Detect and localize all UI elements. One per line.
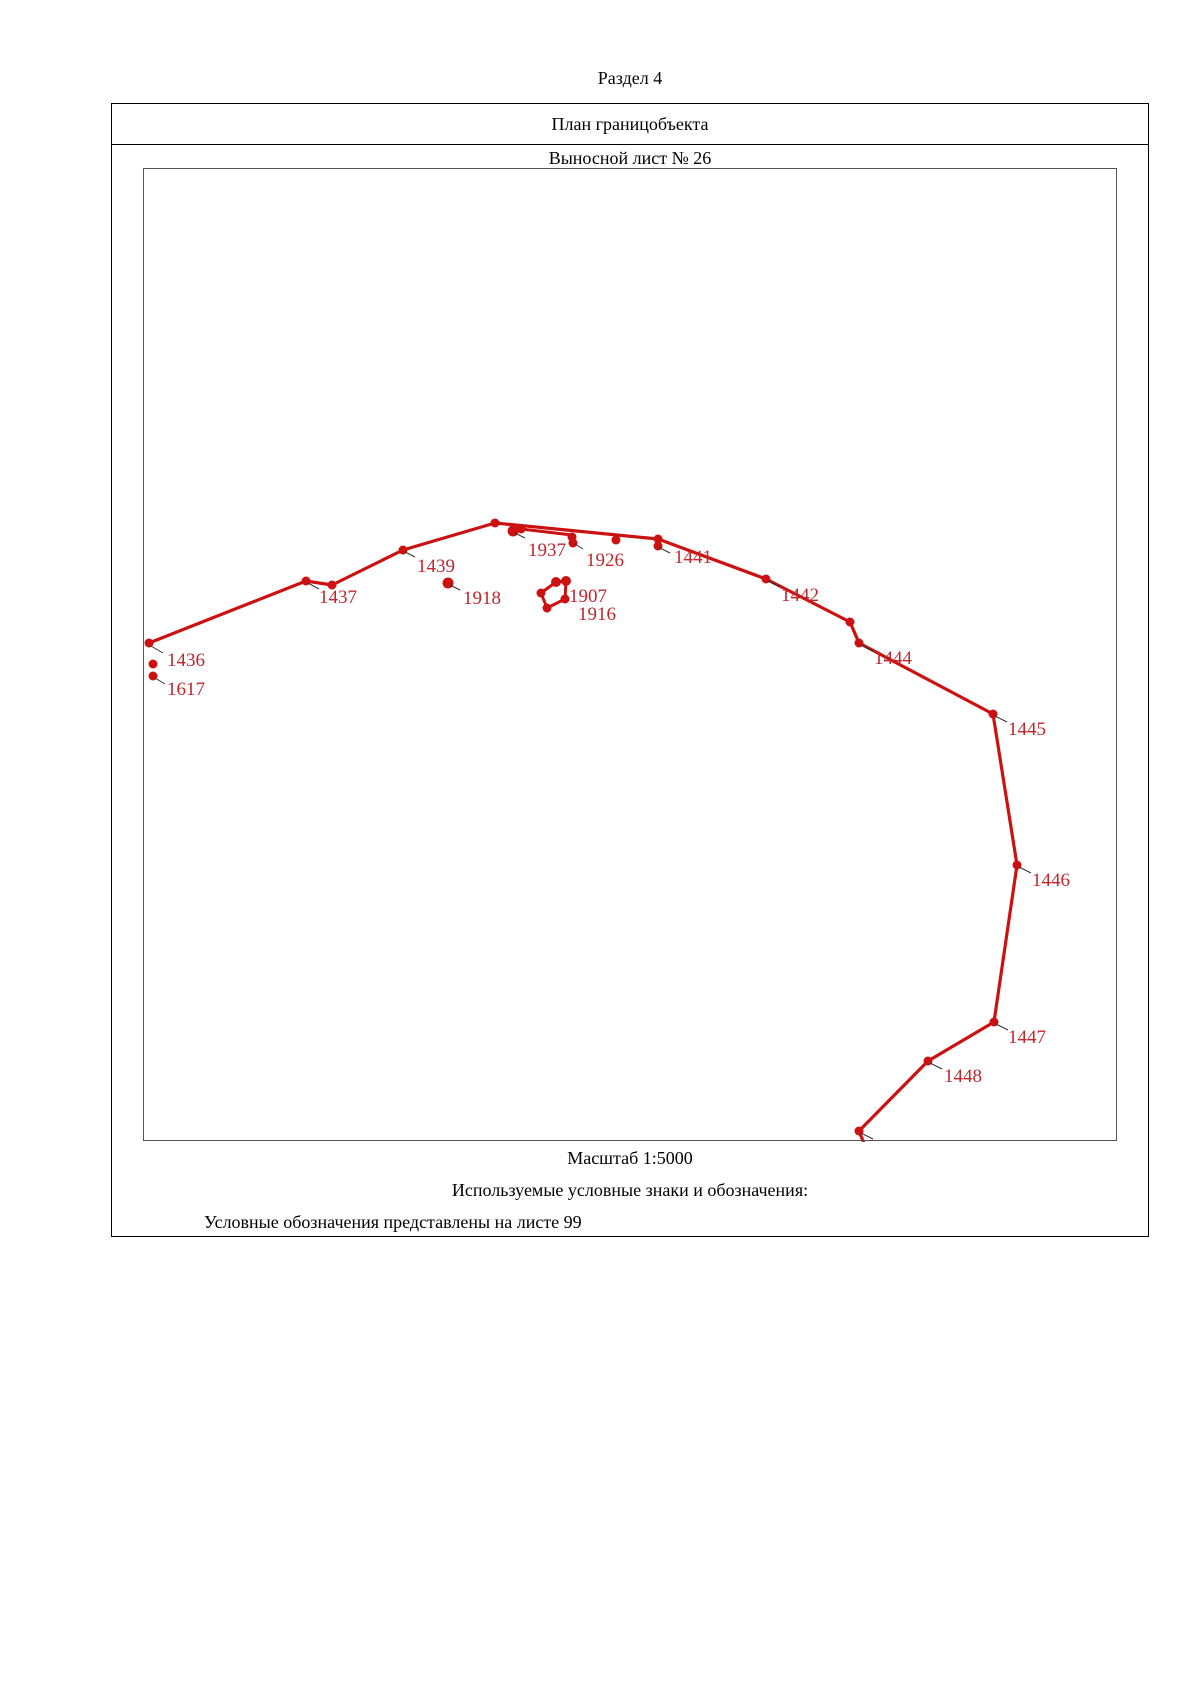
scale-label: Масштаб 1:5000 (567, 1148, 693, 1168)
vertex (149, 660, 158, 669)
leader-tick (995, 716, 1007, 722)
vertex (924, 1057, 933, 1066)
vertex (1013, 861, 1022, 870)
plan-header: План границобъекта (112, 104, 1148, 145)
point-label: 1916 (578, 604, 616, 625)
sheet-title: Выносной лист № 26 (548, 148, 712, 168)
vertex (508, 526, 519, 537)
map-area[interactable] (144, 169, 1118, 1142)
vertex (561, 576, 571, 586)
vertex (537, 589, 546, 598)
point-label: 1446 (1032, 870, 1070, 891)
vertex (569, 539, 578, 548)
point-label: 1926 (586, 550, 624, 571)
point-label: 1442 (781, 585, 819, 606)
point-label: 1617 (167, 679, 205, 700)
legend-title: Используемые условные знаки и обозначения: (451, 1180, 809, 1200)
leader-tick (151, 646, 163, 653)
boundary-map (144, 169, 1118, 1142)
vertex (551, 577, 561, 587)
point-label: 1918 (463, 588, 501, 609)
leader-tick (1019, 867, 1031, 873)
point-label: 1436 (167, 650, 205, 671)
vertex (990, 1018, 999, 1027)
point-label: 1439 (417, 556, 455, 577)
leader-tick (930, 1063, 942, 1069)
section-title: Раздел 4 (597, 68, 663, 88)
vertex (855, 1127, 864, 1136)
point-label: 1445 (1008, 719, 1046, 740)
vertex (612, 536, 621, 545)
plan-frame (111, 103, 1149, 1237)
leader-tick (405, 552, 415, 557)
vertex (855, 639, 864, 648)
vertex (543, 604, 552, 613)
vertex (989, 710, 998, 719)
vertex (654, 542, 663, 551)
vertex (491, 519, 500, 528)
point-label: 1907 (569, 586, 607, 607)
vertex (443, 578, 454, 589)
vertex (762, 575, 771, 584)
point-label: 1448 (944, 1066, 982, 1087)
leader-tick (515, 533, 525, 538)
point-label: 1444 (874, 648, 912, 669)
leader-tick (450, 585, 460, 590)
leader-tick (660, 548, 670, 553)
leader-tick (996, 1024, 1008, 1030)
point-label: 1447 (1008, 1027, 1046, 1048)
leader-tick (155, 678, 165, 684)
label-group (167, 540, 1070, 1087)
legend-note: Условные обозначения представлены на листе 99 (204, 1212, 582, 1232)
leader-tick (575, 544, 583, 549)
vertex (399, 546, 408, 555)
point-label: 1437 (319, 587, 357, 608)
vertex (846, 618, 855, 627)
point-label: 1937 (528, 540, 566, 561)
vertex (517, 525, 526, 534)
point-label: 1441 (674, 547, 712, 568)
